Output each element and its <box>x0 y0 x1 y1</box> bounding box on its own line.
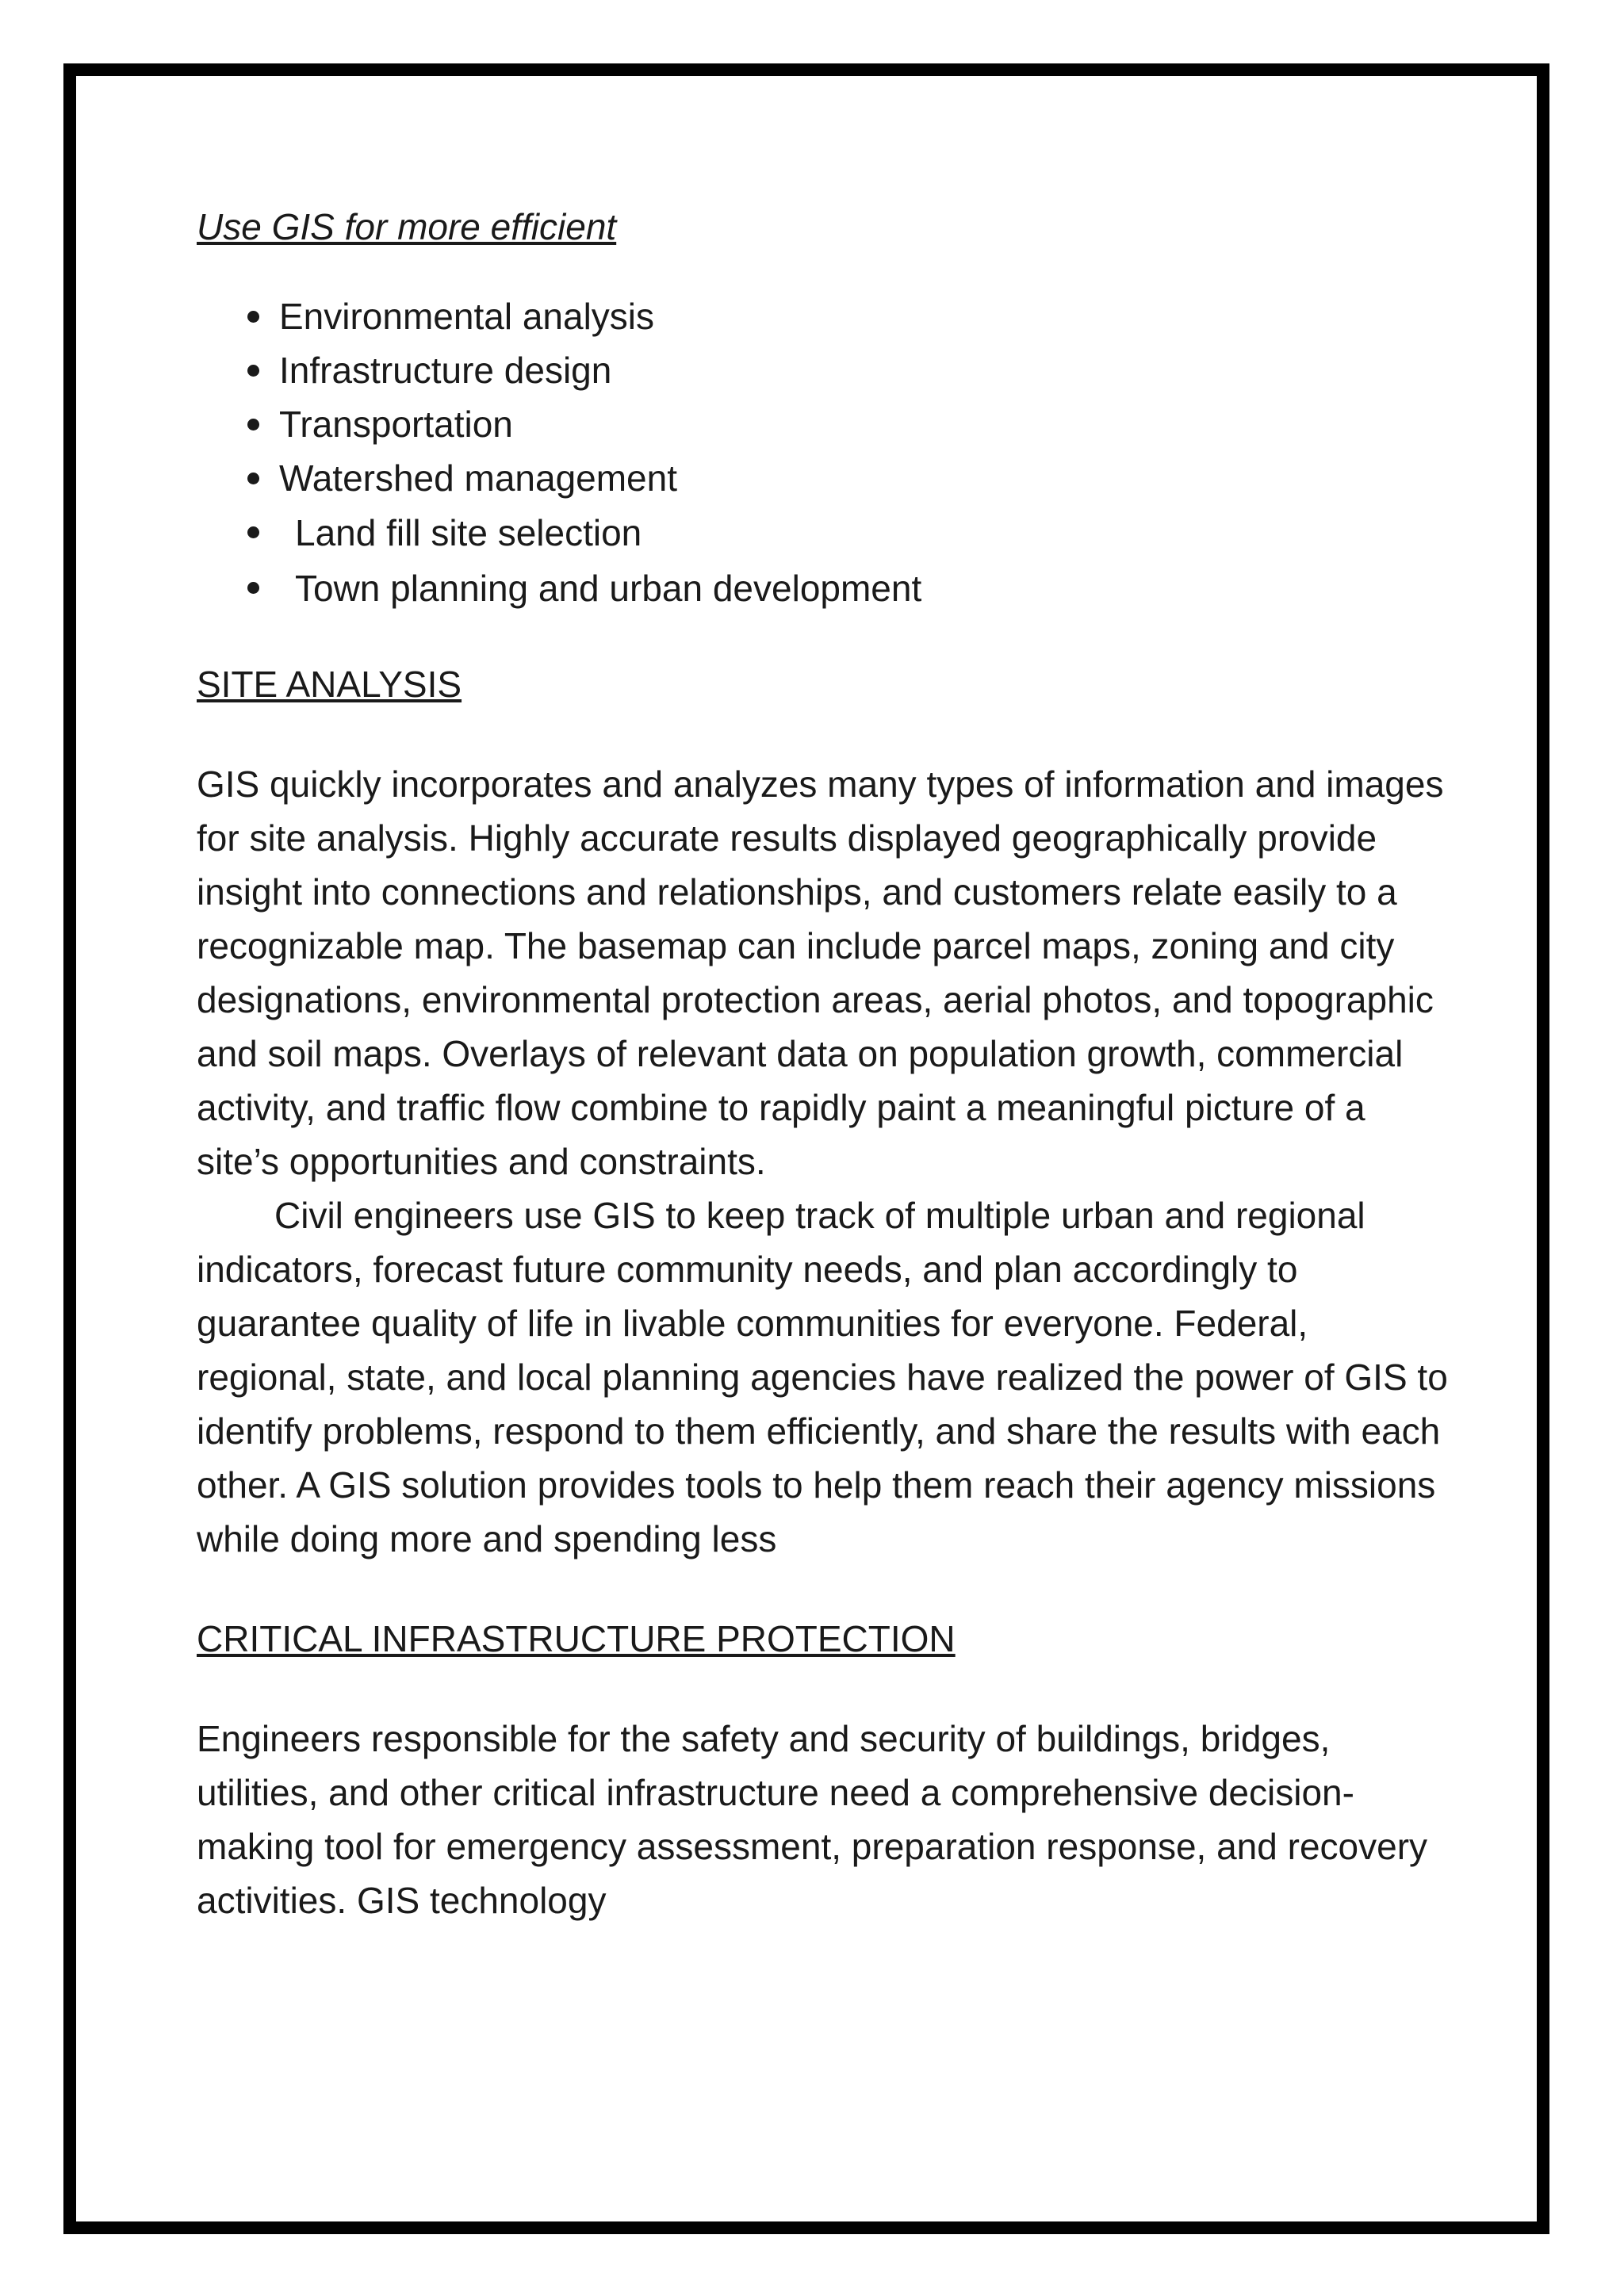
list-item: Town planning and urban development <box>246 561 1450 616</box>
list-item: Watershed management <box>246 451 1450 505</box>
list-item: Transportation <box>246 397 1450 451</box>
critical-infrastructure-heading: CRITICAL INFRASTRUCTURE PROTECTION <box>197 1618 956 1659</box>
list-item: Land fill site selection <box>246 505 1450 561</box>
document-body <box>197 182 1450 1927</box>
site-analysis-paragraph-1: GIS quickly incorporates and analyzes many types of information and images for site analysis. Highly accurate results displayed geographically provide insight into connections and relationships, and customers relate easily to a recognizable map. The basemap can include parcel maps, zoning and city designations, environmental protection areas, aerial photos, and topographic and soil maps. Overlays of relevant data on population growth, commercial activity, and traffic flow combine to rapidly paint a meaningful picture of a site’s opportunities and constraints. <box>197 763 1444 1182</box>
site-analysis-heading: SITE ANALYSIS <box>197 664 462 705</box>
application-list <box>197 289 1450 616</box>
list-item: Infrastructure design <box>246 343 1450 397</box>
list-item: Environmental analysis <box>246 289 1450 343</box>
site-analysis-paragraph-2: Civil engineers use GIS to keep track of multiple urban and regional indicators, forecast future community needs, and plan accordingly to guarantee quality of life in livable communities for everyone. Federal, regional, state, and local planning agencies have realized the power of GIS to identify problems, respond to them efficiently, and share the results with each other. A GIS solution provides tools to help them reach their agency missions while doing more and spending less <box>197 1195 1448 1559</box>
intro-heading: Use GIS for more efficient <box>197 206 617 247</box>
critical-infrastructure-paragraph: Engineers responsible for the safety and security of buildings, bridges, utilities, and other critical infrastructure need a comprehensive decision-making tool for emergency assessment, preparation response, and recovery activities. GIS technology <box>197 1718 1428 1921</box>
